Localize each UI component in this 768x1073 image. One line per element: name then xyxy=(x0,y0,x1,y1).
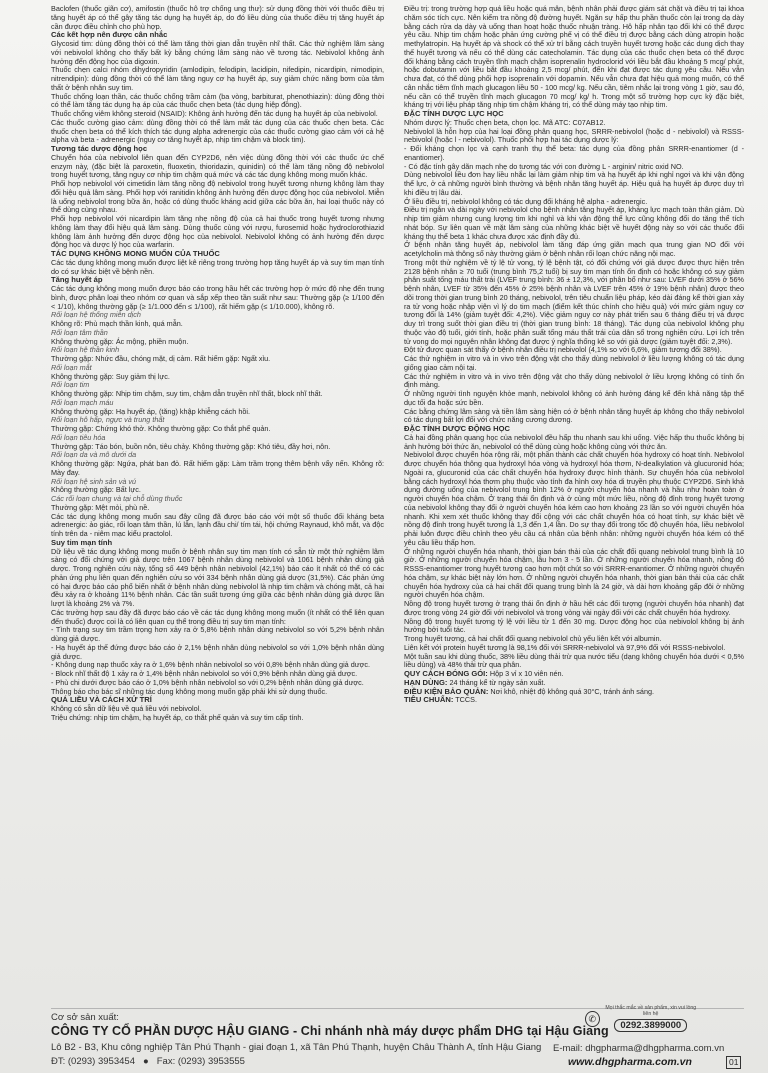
phone-number: ĐT: (0293) 3953454 xyxy=(51,1056,135,1067)
paragraph: Thường gặp: Nhức đầu, chóng mặt, dị cảm. Rất hiếm gặp: Ngất xỉu. xyxy=(51,354,271,363)
phone-icon: ✆ xyxy=(585,1011,600,1027)
paragraph: Nồng độ trong huyết tương ở trạng thái ổn định ở hầu hết các đối tượng (người chuyển hóa nhanh) đạt được trong vòng 24 giờ đối với nebivolol và trong vòng vài ngày đối với các chất chuyển hóa hydroxy. xyxy=(404,599,744,617)
subsection-heading: Rối loạn tim xyxy=(51,380,90,390)
right-text-column xyxy=(404,5,744,1008)
paragraph: Điều trị: trong trường hợp quá liều hoặc quá mẫn, bệnh nhân phải được giám sát chặt và điều trị tại khoa chăm sóc tích cực. Nên kiểm tra nồng độ đường huyết. Ngăn sự hấp thu phần thuốc còn lại trong dạ dày bằng cách rửa dạ dày và uống than hoạt hoặc thuốc nhuận tràng. Hô hấp nhân tạo đối khi có thể được yêu cầu. Nhịp tim chậm hoặc phản ứng cường phế vị có thể điều trị được bằng cách dùng atropin hoặc methylatropin. Hạ huyết áp và shock có thể xử trí bằng cách truyền huyết tương hoặc các dung dịch thay thế huyết tương và nếu có thể dùng các catecholamin. Tác dụng của các thuốc chẹn beta có thể được đối kháng bằng cách truyền tĩnh mạch chậm isoprenalin hydroclorid với liều bắt đầu khoảng 5 mcg/ phút, hoặc dobutamin với liều bắt đầu khoảng 2,5 mcg/ phút, đến khi đạt được tác dụng yêu cầu. Nếu vẫn chưa đạt, có thể dùng phối hợp isoprenalin với dopamin. Nếu vẫn chưa đạt hiệu quả mong muốn, có thể cân nhắc tiêm tĩnh mạch glucagon liều 50 - 100 mcg/ kg. Nếu cần, tiêm nhắc lại trong vòng 1 giờ, sau đó, nếu cần có thể truyền tĩnh mạch glucagon 70 mcg/ kg/ h. Trong một số trường hợp cực kỳ đặc biệt, kháng trị với liệu pháp tăng nhịp tim chậm kháng trị, có thể dùng máy tạo nhịp tim. xyxy=(404,5,744,110)
paragraph: Các trường hợp sau đây đã được báo cáo về các tác dụng không mong muốn (ít nhất có thể liên quan đến thuốc) được coi là có liên quan cụ thể trong điều trị suy tim mạn tính: xyxy=(51,607,384,626)
subsection-heading: Các rối loạn chung và tại chỗ dùng thuốc xyxy=(51,494,183,503)
bullet-separator: ● xyxy=(142,1056,149,1067)
subsection-heading: Rối loạn tâm thần xyxy=(51,327,108,337)
paragraph: Thường gặp: Chứng khó thở. Không thường gặp: Co thắt phế quản. xyxy=(51,424,271,433)
paragraph: - Đối kháng chọn lọc và cạnh tranh thụ thể beta: tác dụng của đồng phân SRRR-enantiomer (d - enantiomer). xyxy=(404,144,744,162)
hotline-number: 0292.3899000 xyxy=(614,1019,687,1032)
paragraph: Nebivolol là hỗn hợp của hai loại đồng phân quang học, SRRR-nebivolol (hoặc d - nebivolol) và RSSS-nebivolol (hoặc l - nebivolol). Thuốc phối hợp hai tác dụng dược lý: xyxy=(404,126,744,145)
producer-label: Cơ sở sản xuất: xyxy=(51,1012,119,1023)
subsection-heading: Rối loạn mạch máu xyxy=(51,397,114,407)
spec-label: TIÊU CHUẨN: xyxy=(404,695,454,705)
spec-value: TCCS. xyxy=(455,695,477,705)
subsection-heading: Rối loạn hô hấp, ngực và trung thất xyxy=(51,415,165,425)
spec-line xyxy=(404,696,744,705)
section-heading: ĐẶC TÍNH DƯỢC ĐỘNG HỌC xyxy=(404,424,511,433)
email-address: E-mail: dhgpharma@dhgpharma.com.vn xyxy=(553,1043,725,1054)
paragraph: Baclofen (thuốc giãn cơ), amifostin (thuốc hỗ trợ chống ung thư): sử dụng đồng thời với thuốc điều trị tăng huyết áp có thể gây tăng tác dụng hạ huyết áp, do đó liều dùng của thuốc điều trị tăng huyết áp cần được điều chỉnh cho phù hợp. xyxy=(51,5,384,31)
page-number: 01 xyxy=(726,1056,741,1069)
paragraph: Ở liều điều trị, nebivolol không có tác dụng đối kháng hệ alpha - adrenergic. xyxy=(404,196,648,206)
section-heading: Tương tác dược động học xyxy=(51,144,148,153)
paragraph: Phối hợp nebivolol với cimetidin làm tăng nồng độ nebivolol trong huyết tương nhưng không làm thay đổi hiệu quả lâm sàng. Phối hợp với ranitidin không ảnh hưởng đến dược động học của nebivolol. Miễn là uống nebivolol trong bữa ăn, hoặc có dùng thuốc kháng acid giữa các bữa ăn, hai loại thuốc này có thể dùng cùng nhau. xyxy=(51,179,384,215)
spec-label: QUY CÁCH ĐÓNG GÓI: xyxy=(404,669,488,678)
section-heading: Tăng huyết áp xyxy=(51,275,103,285)
spec-value: 24 tháng kể từ ngày sản xuất. xyxy=(449,677,546,687)
paragraph: Thường gặp: Mệt mỏi, phù nề. xyxy=(51,502,150,512)
paragraph: - Tình trạng suy tim trầm trọng hơn xảy ra ở 5,8% bệnh nhân dùng nebivolol so với 5,2% bệnh nhân dùng giả dược. xyxy=(51,625,384,643)
paragraph: Không có sẵn dữ liệu về quá liều với nebivolol. xyxy=(51,704,202,713)
paragraph: Các thử nghiệm in vitro và in vivo trên động vật cho thấy dùng nebivolol ở liều lượng không có tác dụng giống giao cảm nội tại. xyxy=(404,354,744,372)
paragraph: Các tác dụng không mong muốn được liệt kê riêng trong trường hợp tăng huyết áp và suy tim mạn tính do có sự khác biệt về bệnh nền. xyxy=(51,257,384,276)
paragraph: Phối hợp nebivolol với nicardipin làm tăng nhẹ nồng độ của cả hai thuốc trong huyết tương nhưng không làm thay đổi hiệu quả lâm sàng. Dùng thuốc cùng với rượu, furosemid hoặc hydroclorothiazid không làm ảnh hưởng đến dược động học của nebivolol. Nebivolol không có ảnh hưởng đến dược động học và dược lý học của warfarin. xyxy=(51,214,384,250)
paragraph: - Phù chi dưới được báo cáo ở 1,0% bệnh nhân nebivolol so với 0,2% bệnh nhân dùng giả dược. xyxy=(51,677,364,687)
paragraph: Ở những người chuyển hóa nhanh, thời gian bán thải của các chất đối quang nebivolol trung bình là 10 giờ. Ở những người chuyển hóa chậm, lâu hơn 3 - 5 lần. Ở những người chuyển hóa nhanh, nồng độ RSSS-enantiomer trong huyết tương cao hơn một chút so với SRRR-enantiomer. Ở những người chuyển hóa chậm, sự khác biệt này lớn hơn. Ở những người chuyển hóa nhanh, thời gian bán thải của các chất chuyển hóa hydroxy của cả hai chất đối quang trung bình là 24 giờ, và dài hơn khoảng gấp đôi ở những người chuyển hóa chậm. xyxy=(404,546,744,600)
section-heading: TÁC DỤNG KHÔNG MONG MUỐN CỦA THUỐC xyxy=(51,249,220,258)
company-name: CÔNG TY CỔ PHẦN DƯỢC HẬU GIANG - Chi nhánh nhà máy dược phẩm DHG tại Hậu Giang xyxy=(51,1024,609,1038)
paragraph: - Có đặc tính gây dãn mạch nhẹ do tương tác với con đường L - arginin/ nitric oxid NO. xyxy=(404,161,684,171)
paragraph: Các tác dụng không mong muốn được báo cáo trong hầu hết các trường hợp ở mức độ nhẹ đến trung bình, được phân loại theo nhóm cơ quan và sắp xếp theo tần suất như sau: Thường gặp (≥ 1/100 đến < 1/10), không thường gặp (≥ 1/1.000 đến ≤ 1/100), rất hiếm gặp (≤ 1/10.000), không rõ. xyxy=(51,284,384,311)
hotline-box xyxy=(585,1007,699,1031)
company-address: Lô B2 - B3, Khu công nghiệp Tân Phú Thạnh - giai đoạn 1, xã Tân Phú Thạnh, huyện Châu Thành A, tỉnh Hậu Giang xyxy=(51,1042,542,1053)
fax-number: Fax: (0293) 3953555 xyxy=(156,1056,245,1067)
subsection-heading: Rối loạn mắt xyxy=(51,362,92,372)
paragraph: Nebivolol được chuyển hóa rộng rãi, một phần thành các chất chuyển hóa hydroxy có hoạt tính. Nebivolol được chuyển hóa thông qua hydroxyl hóa vòng và hydroxyl hóa thơm, N-dealkylation và glucuronid hóa; Ngoài ra, glucuronid của các chất chuyển hóa hydroxy được hình thành. Sự chuyển hóa của nebivolol bằng cách hydroxyl hóa thơm phụ thuộc vào tính đa hình oxy hóa di truyền phụ thuộc CYP2D6. Sinh khả dụng đường uống của nebivolol trung bình 12% ở người chuyển hóa nhanh và hầu như hoàn toàn ở người chuyển hóa chậm. Ở trạng thái ổn định và ở cùng một mức liều, nồng độ đỉnh trong huyết tương của nebivolol không thay đổi ở người chuyển hóa kém cao hơn khoảng 23 lần so với người chuyển hóa nhanh. Khi xem xét thuốc không thay đổi cộng với các chất chuyển hóa có hoạt tính, sự khác biệt về nồng độ đỉnh trong huyết tương là 1,3 đến 1,4 lần. Do sự thay đổi trong tốc độ chuyển hóa, liều nebivolol phải luôn được điều chỉnh theo yêu cầu cá nhân của bệnh nhân: những người chuyển hóa kém có thể yêu cầu liều thấp hơn. xyxy=(404,450,744,547)
paragraph: Triệu chứng: nhịp tim chậm, hạ huyết áp, co thắt phế quản và suy tim cấp tính. xyxy=(51,712,304,722)
subsection-heading: Rối loạn hệ thần kinh xyxy=(51,345,120,355)
website-url: www.dhgpharma.com.vn xyxy=(568,1056,692,1068)
company-contact xyxy=(51,1056,245,1067)
spec-label: HẠN DÙNG: xyxy=(404,677,448,687)
paragraph: Thuốc chống loạn thần, các thuốc chống trầm cảm (ba vòng, barbiturat, phenothiazin): dùng đồng thời có thể làm tăng tác dụng hạ áp của các thuốc chẹn beta (tác dụng hiệp đồng). xyxy=(51,91,384,110)
paragraph: Một tuần sau khi dùng thuốc, 38% liều dùng thải trừ qua nước tiểu (dạng không chuyển hóa dưới < 0,5% liều dùng) và 48% thải trừ qua phân. xyxy=(404,651,744,670)
paragraph: Không rõ: Phù mạch thần kinh, quá mẫn. xyxy=(51,319,183,328)
section-heading: ĐẶC TÍNH DƯỢC LỰC HỌC xyxy=(404,109,504,118)
spec-label: ĐIỀU KIỆN BẢO QUẢN: xyxy=(404,686,489,696)
section-heading: Suy tim mạn tính xyxy=(51,537,113,547)
paragraph: Liên kết với protein huyết tương là 98,1% đối với SRRR-nebivolol và 97,9% đối với RSSS-nebivolol. xyxy=(404,642,726,652)
paragraph: Không thường gặp: Hạ huyết áp, (tăng) khập khiễng cách hồi. xyxy=(51,406,251,416)
paragraph: Thường gặp: Táo bón, buồn nôn, tiêu chảy. Không thường gặp: Khó tiêu, đầy hơi, nôn. xyxy=(51,441,331,451)
paragraph: Không thường gặp: Ác mộng, phiền muộn. xyxy=(51,336,189,346)
paragraph: Không thường gặp: Bất lực. xyxy=(51,485,141,495)
paragraph: - Không dung nạp thuốc xảy ra ở 1,6% bệnh nhân nebivolol so với 0,8% bệnh nhân dùng giả dược. xyxy=(51,660,371,670)
spec-value: Nơi khô, nhiệt độ không quá 30°C, tránh ánh sáng. xyxy=(490,686,655,696)
left-text-column xyxy=(51,5,384,1008)
paragraph: Các bằng chứng lâm sàng và tiền lâm sàng hiện có ở bệnh nhân tăng huyết áp không cho thấy nebivolol có tác dụng bất lợi đối với chức năng cương dương. xyxy=(404,406,744,425)
subsection-heading: Rối loạn hệ thống miễn dịch xyxy=(51,310,141,320)
paragraph: Không thường gặp: Nhịp tim chậm, suy tim, chậm dẫn truyền nhĩ thất, block nhĩ thất. xyxy=(51,389,323,398)
paragraph: - Block nhĩ thất độ 1 xảy ra ở 1,4% bệnh nhân nebivolol so với 0,9% bệnh nhân dùng giả dược. xyxy=(51,669,358,678)
paragraph: Điều trị ngắn và dài ngày với nebivolol cho bệnh nhân tăng huyết áp, kháng lực mạch toàn thân giảm. Dù nhịp tim giảm nhưng cung lượng tim khi nghỉ và khi vận động thể lực cũng không đổi do tăng thể tích nhát bóp. Sự liên quan về mặt lâm sàng của những khác biệt về huyết động này so với các thuốc đối kháng thụ thể beta 1 khác chưa được xác định đầy đủ. xyxy=(404,205,744,241)
section-heading: QUÁ LIỀU VÀ CÁCH XỬ TRÍ xyxy=(51,695,152,705)
subsection-heading: Rối loạn da và mô dưới da xyxy=(51,450,137,460)
paragraph: Ở những người tình nguyện khỏe mạnh, nebivolol không có ảnh hưởng đáng kể đến khả năng tập thể dục tối đa hoặc sức bền. xyxy=(404,389,744,407)
subsection-heading: Rối loạn hệ sinh sản và vú xyxy=(51,476,137,486)
paragraph: Nhóm dược lý: Thuốc chẹn beta, chọn lọc. Mã ATC: C07AB12. xyxy=(404,117,606,127)
paragraph: Dùng nebivolol liều đơn hay liều nhắc lại làm giảm nhịp tim và hạ huyết áp khi nghỉ ngơi và khi vận động thể lực, ở cả những người bình thường và bệnh nhân tăng huyết áp. Hiệu quả hạ huyết áp được duy trì khi điều trị lâu dài. xyxy=(404,170,744,197)
spec-value: Hộp 3 vỉ x 10 viên nén. xyxy=(489,669,564,678)
paragraph: Chuyển hóa của nebivolol liên quan đến CYP2D6, nên việc dùng đồng thời với các thuốc ức chế enzym này, (đặc biệt là paroxetin, fluoxetin, thioridazin, quinidin) có thể làm tăng nồng độ nebivolol trong huyết tương, tăng nguy cơ nhịp tim chậm quá mức và các tác dụng không mong muốn khác. xyxy=(51,152,384,180)
paragraph: Dữ liệu về tác dụng không mong muốn ở bệnh nhân suy tim mạn tính có sẵn từ một thử nghiệm lâm sàng có đối chứng với giả dược trên 1067 bệnh nhân dùng nebivolol và 1061 bệnh nhân dùng giả dược. Trong nghiên cứu này, tổng số 449 bệnh nhân nebivolol (42,1%) báo cáo ít nhất có thể có các phản ứng phụ liên quan đến nghiên cứu so với 334 bệnh nhân dùng giả dược (31,5%). Các phản ứng có hại được báo cáo phổ biến nhất ở bệnh nhân dùng nebivolol là nhịp tim chậm và chóng mặt, cả hai đều xảy ra ở khoảng 11% bệnh nhân. Các tần suất tương ứng giữa các bệnh nhân dùng giả dược lần lượt là khoảng 2% và 7%. xyxy=(51,546,384,608)
paragraph: Không thường gặp: Suy giảm thị lực. xyxy=(51,371,170,381)
paragraph: Ở bệnh nhân tăng huyết áp, nebivolol làm tăng đáp ứng giãn mạch qua trung gian NO đối với acetylcholin mà thông số này thường giảm ở bệnh nhân rối loạn chức năng nội mạc. xyxy=(404,240,744,258)
paragraph: - Hạ huyết áp thế đứng được báo cáo ở 2,1% bệnh nhân dùng nebivolol so với 1,0% bệnh nhân dùng giả dược. xyxy=(51,642,384,661)
paragraph: Các thử nghiệm in vitro và in vivo trên động vật cho thấy dùng nebivolol ở liều lượng không có tính ổn định màng. xyxy=(404,371,744,390)
hotline-note: Mọi thắc mắc về sản phẩm, xin vui lòng liên hệ xyxy=(605,1005,697,1017)
paragraph: Các tác dụng không mong muốn sau đây cũng đã được báo cáo với một số thuốc đối kháng beta adrenergic: ảo giác, rối loạn tâm thần, lú lẫn, lạnh đầu chi/ tím tái, hội chứng Raynaud, khô mắt, và độc tính trên da - niêm mạc kiểu practolol. xyxy=(51,511,384,538)
paragraph: Thuốc chẹn calci nhóm dihydropyridin (amlodipin, felodipin, lacidipin, nifedipin, nicardipin, nimodipin, nitrendipin): dùng đồng thời có thể làm tăng nguy cơ hạ huyết áp, suy giảm chức năng bơm của tâm thất ở bệnh nhân suy tim. xyxy=(51,65,384,92)
paragraph: Các thuốc cường giao cảm: dùng đồng thời có thể làm mất tác dụng của các thuốc chẹn beta. Các thuốc chẹn beta có thể kích thích tác dụng alpha adrenergic của các thuốc cường giao cảm với cả hệ alpha và beta - adrenergic (nguy cơ tăng huyết áp, nhịp tim chậm và block tim). xyxy=(51,117,384,145)
subsection-heading: Rối loạn tiêu hóa xyxy=(51,432,106,442)
paragraph: Thông báo cho bác sĩ những tác dụng không mong muốn gặp phải khi sử dụng thuốc. xyxy=(51,686,328,696)
paragraph: Glycosid tim: dùng đồng thời có thể làm tăng thời gian dẫn truyền nhĩ thất. Các thử nghiệm lâm sàng với nebivolol không cho thấy bất kỳ bằng chứng lâm sàng nào về tương tác. Nebivolol không ảnh hưởng đến động học của digoxin. xyxy=(51,39,384,66)
paragraph: Trong một thử nghiệm về tỷ lệ tử vong, tỷ lệ bệnh tật, có đối chứng với giả dược được thực hiện trên 2128 bệnh nhân ≥ 70 tuổi (trung bình 75,2 tuổi) bị suy tim mạn tính ổn định có hoặc không có suy giảm phân suất tống máu thất trái (LVEF trung bình: 36 ± 12,3%, với phân bố như sau: LVEF dưới 35% ở 56% bệnh nhân, LVEF từ 35% đến 45% ở 25% bệnh nhân và LVEF trên 45% ở 19% bệnh nhân) được theo dõi trong thời gian trung bình 20 tháng, nebivolol, trên tiêu chuẩn liệu pháp, kéo dài đáng kể thời gian xảy ra tử vong hoặc nhập viện vì lý do tim mạch (điểm kết thúc chính cho hiệu quả) với mức giảm nguy cơ tương đối là 14% (giảm tuyệt đối: 4,2%). Việc giảm nguy cơ này phát triển sau 6 tháng điều trị và được duy trì trong suốt thời gian điều trị (thời gian trung bình: 18 tháng). Tác dụng của nebivolol không phụ thuộc vào độ tuổi, giới tính, hoặc phân suất tống máu thất trái của dân số trong nghiên cứu. Lợi ích trên tử vong do mọi nguyên nhân không đạt được ý nghĩa thống kê so với giả dược (giảm tuyệt đối: 2,3%). xyxy=(404,257,744,346)
paragraph: Cả hai đồng phân quang học của nebivolol đều hấp thu nhanh sau khi uống. Việc hấp thu thuốc không bị ảnh hưởng bởi thức ăn, nebivolol có thể dùng cùng hoặc không cùng với thức ăn. xyxy=(404,432,744,451)
paragraph: Nồng độ trong huyết tương tỷ lệ với liều từ 1 đến 30 mg. Dược động học của nebivolol không bị ảnh hưởng bởi tuổi tác. xyxy=(404,616,744,635)
paragraph: Không thường gặp: Ngứa, phát ban đỏ. Rất hiếm gặp: Làm trầm trọng thêm bệnh vẩy nến. Không rõ: Mày đay. xyxy=(51,459,384,477)
section-heading: Các kết hợp nên được cân nhắc xyxy=(51,30,168,40)
paragraph: Trong huyết tương, cả hai chất đối quang nebivolol chủ yếu liên kết với albumin. xyxy=(404,634,662,643)
paragraph: Đột tử được quan sát thấy ở bệnh nhân điều trị nebivolol (4,1% so với 6,6%, giảm tương đối 38%). xyxy=(404,345,722,355)
paragraph: Thuốc chống viêm không steroid (NSAID): Không ảnh hưởng đến tác dụng hạ huyết áp của nebivolol. xyxy=(51,109,378,118)
